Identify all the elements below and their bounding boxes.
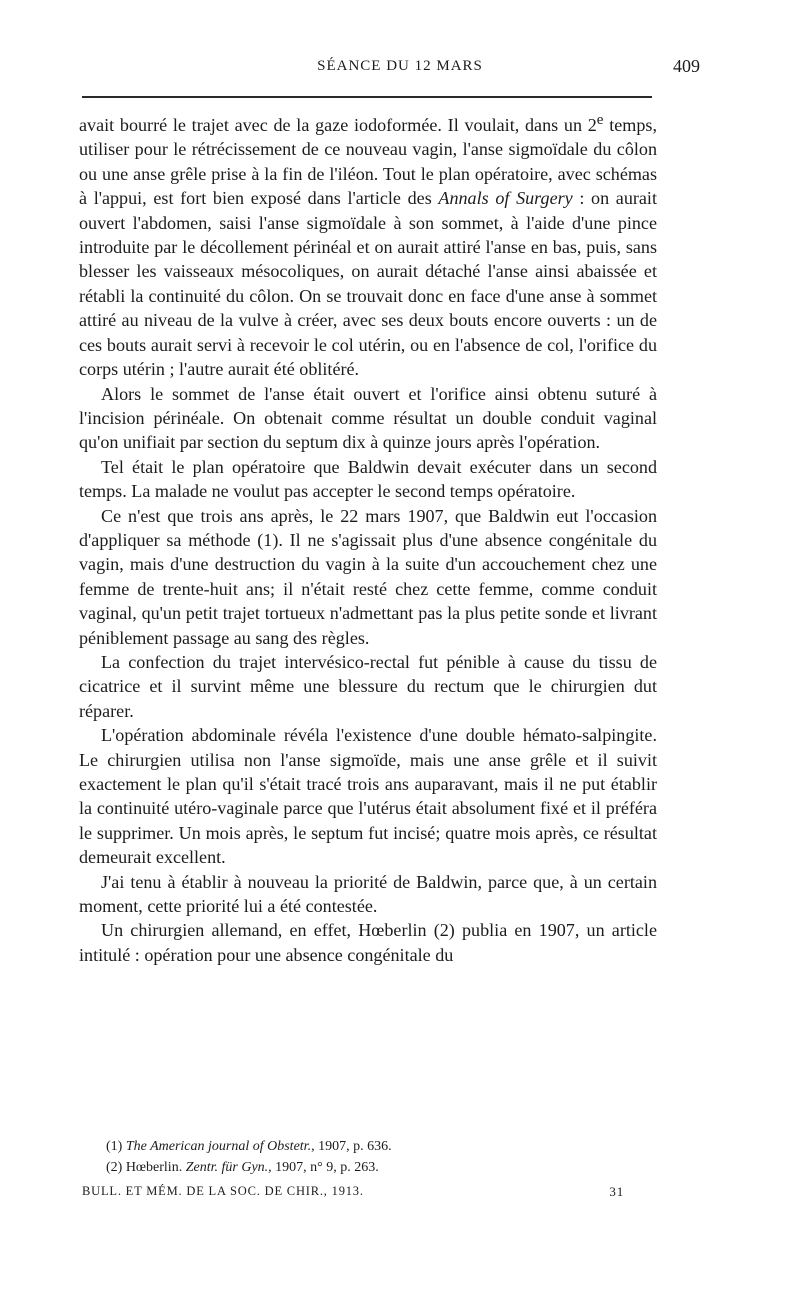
superscript-e: e [596,112,604,128]
footnote-1-rest: , 1907, p. 636. [311,1139,392,1154]
paragraph-1 [79,108,657,382]
paragraph-1-text-b: temps, utiliser pour le rétrécissement de ce nouveau vagin, l'anse sigmoïdale du côlon ou une anse grêle prise à la fin de l'iléon. Tout le plan opératoire, avec schémas à l'appui, est fort bien exposé dans l'article des [79,115,657,209]
footnote-1-title: The American journal of Obstetr. [125,1139,312,1154]
footnote-1 [82,1136,642,1157]
journal-title-italic: Annals of Surgery [438,188,573,209]
page-number: 409 [673,56,700,76]
paragraph-7: J'ai tenu à établir à nouveau la priorité de Baldwin, parce que, à un certain moment, cette priorité lui a été contestée. [79,871,657,917]
footnote-2-author: (2) Hœberlin. [106,1160,186,1175]
paragraph-8: Un chirurgien allemand, en effet, Hœberlin (2) publia en 1907, un article intitulé : opération pour une absence congénitale du [79,920,657,965]
page-header [82,58,718,82]
footnotes [82,1136,642,1178]
paragraph-5: La confection du trajet intervésico-rectal fut pénible à cause du tissu de cicatrice et il survint même une blessure du rectum que le chirurgien dut réparer. [79,651,657,721]
body-text [79,108,657,967]
paragraph-6: L'opération abdominale révéla l'existence d'une double hémato-salpingite. Le chirurgien utilisa non l'anse sigmoïde, mais une anse grêle et il suivit exactement le plan qu'il s'était tracé trois ans auparavant, mais il ne put établir la continuité utéro-vaginale parce que l'utérus était absolument fixé et il préféra le supprimer. Un mois après, le septum fut incisé; quatre mois après, ce résultat demeurait excellent. [79,725,657,868]
paragraph-1-text-a: avait bourré le trajet avec de la gaze iodoformée. Il voulait, dans un 2 [79,115,597,136]
paragraph-3: Tel était le plan opératoire que Baldwin devait exécuter dans un second temps. La malade ne voulut pas accepter le second temps opératoire. [79,456,657,502]
signature-number: 31 [609,1184,624,1199]
footnote-1-mark: (1) [106,1139,126,1154]
signature-line [82,1184,624,1199]
running-head: SÉANCE DU 12 MARS [317,58,483,74]
footnote-2 [82,1157,642,1178]
signature-text: BULL. ET MÉM. DE LA SOC. DE CHIR., 1913. [82,1184,364,1198]
footnote-2-rest: , 1907, n° 9, p. 263. [268,1160,379,1175]
footnote-2-title: Zentr. für Gyn. [185,1160,269,1175]
header-rule [82,96,652,98]
paragraph-2: Alors le sommet de l'anse était ouvert et l'orifice ainsi obtenu suturé à l'incision périnéale. On obtenait comme résultat un double conduit vaginal qu'on unifiait par section du septum dix à quinze jours après l'opération. [79,383,657,453]
paragraph-1-text-c: : on aurait ouvert l'abdomen, saisi l'anse sigmoïdale à son sommet, à l'aide d'une pince introduite par le décollement périnéal et on aurait attiré l'anse en bas, puis, sans blesser les vaisseaux mésocoliques, on aurait détaché l'anse ainsi abaissée et rétabli la continuité du côlon. On se trouvait donc en face d'une anse à sommet attiré au niveau de la vulve à créer, avec ses deux bouts encore ouverts : un de ces bouts aurait servi à recevoir le col utérin, ou en l'absence de col, l'orifice du corps utérin ; l'autre aurait été oblitéré. [79,188,657,380]
paragraph-4: Ce n'est que trois ans après, le 22 mars 1907, que Baldwin eut l'occasion d'appliquer sa méthode (1). Il ne s'agissait plus d'une absence congénitale du vagin, mais d'une destruction du vagin à la suite d'un accouchement chez une femme de trente-huit ans; il n'était resté chez cette femme, comme conduit vaginal, qu'un petit trajet tortueux n'admettant pas la plus petite sonde et livrant péniblement passage au sang des règles. [79,505,657,648]
